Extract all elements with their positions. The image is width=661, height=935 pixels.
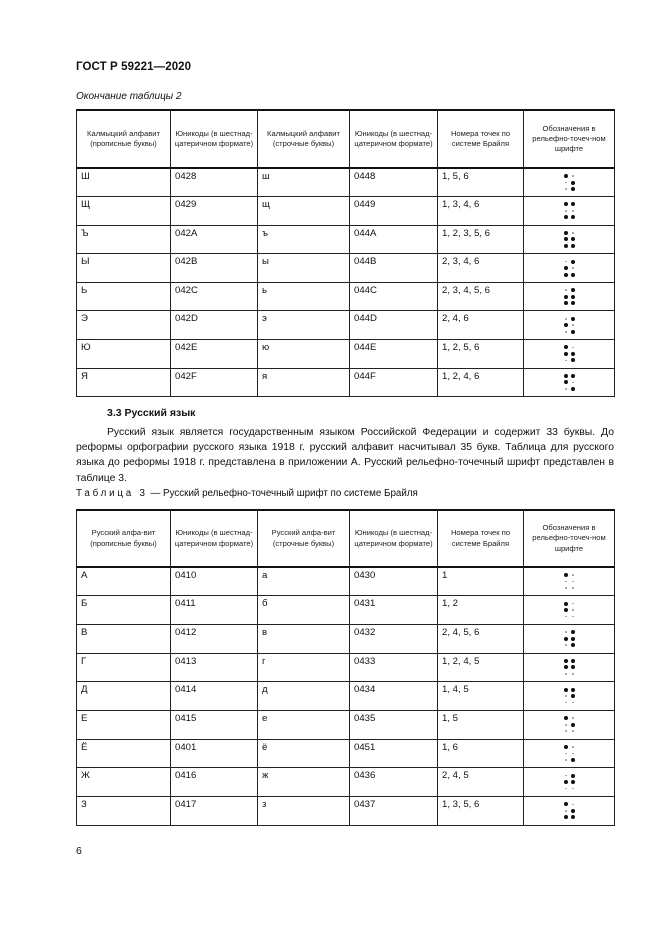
braille-dot-raised	[564, 637, 568, 641]
braille-dot-flat	[572, 267, 574, 269]
braille-dot-raised	[571, 723, 575, 727]
table-row	[77, 225, 615, 254]
braille-symbol	[524, 225, 615, 254]
braille-dot-flat	[565, 673, 567, 675]
table-continuation-caption: Окончание таблицы 2	[76, 91, 182, 102]
braille-dot-flat	[572, 746, 574, 748]
braille-dot-raised	[571, 688, 575, 692]
braille-dot-raised	[564, 665, 568, 669]
uppercase-letter: З	[77, 797, 171, 826]
uppercase-unicode: 042D	[171, 311, 258, 340]
braille-dot-flat	[565, 644, 567, 646]
braille-symbol	[524, 653, 615, 682]
lowercase-unicode: 044F	[350, 368, 438, 397]
table-row	[77, 311, 615, 340]
lowercase-letter: з	[258, 797, 350, 826]
braille-dot-flat	[572, 753, 574, 755]
table-row	[77, 653, 615, 682]
lowercase-unicode: 0430	[350, 567, 438, 596]
braille-dot-raised	[571, 244, 575, 248]
uppercase-letter: Е	[77, 710, 171, 739]
braille-symbol	[524, 168, 615, 197]
uppercase-unicode: 0411	[171, 596, 258, 625]
braille-cell-icon	[564, 231, 574, 248]
lowercase-unicode: 044E	[350, 340, 438, 369]
lowercase-unicode: 0432	[350, 624, 438, 653]
lowercase-unicode: 044C	[350, 282, 438, 311]
braille-dot-flat	[572, 804, 574, 806]
uppercase-letter: А	[77, 567, 171, 596]
lowercase-letter: ю	[258, 340, 350, 369]
braille-dot-flat	[565, 702, 567, 704]
braille-dot-flat	[572, 347, 574, 349]
table-row	[77, 368, 615, 397]
uppercase-letter: В	[77, 624, 171, 653]
braille-dot-raised	[571, 288, 575, 292]
braille-dot-flat	[572, 730, 574, 732]
braille-dot-raised	[571, 387, 575, 391]
braille-symbol	[524, 567, 615, 596]
braille-dot-raised	[571, 187, 575, 191]
braille-dot-raised	[564, 815, 568, 819]
uppercase-unicode: 0429	[171, 197, 258, 226]
braille-cell-icon	[564, 202, 574, 219]
lowercase-letter: е	[258, 710, 350, 739]
braille-dot-numbers: 1	[438, 567, 524, 596]
braille-cell-icon	[564, 573, 574, 590]
lowercase-letter: ь	[258, 282, 350, 311]
uppercase-letter: Ж	[77, 768, 171, 797]
uppercase-unicode: 042C	[171, 282, 258, 311]
uppercase-unicode: 0416	[171, 768, 258, 797]
column-header: Русский алфа-вит (строчные буквы)	[258, 510, 350, 567]
table-caption-text: — Русский рельефно-точечный шрифт по системе Брайля	[147, 488, 418, 499]
braille-dot-raised	[571, 659, 575, 663]
braille-dot-raised	[571, 301, 575, 305]
braille-dot-raised	[571, 317, 575, 321]
table-row	[77, 567, 615, 596]
lowercase-unicode: 0434	[350, 682, 438, 711]
braille-dot-raised	[571, 815, 575, 819]
braille-dot-raised	[571, 358, 575, 362]
braille-dot-flat	[565, 759, 567, 761]
lowercase-unicode: 0433	[350, 653, 438, 682]
braille-dot-flat	[565, 182, 567, 184]
braille-dot-flat	[565, 581, 567, 583]
braille-dot-raised	[571, 295, 575, 299]
uppercase-letter: Ю	[77, 340, 171, 369]
braille-dot-flat	[565, 210, 567, 212]
braille-dot-flat	[565, 289, 567, 291]
braille-dot-numbers: 1, 5, 6	[438, 168, 524, 197]
braille-dot-raised	[564, 237, 568, 241]
braille-dot-flat	[565, 695, 567, 697]
braille-dot-numbers: 1, 5	[438, 710, 524, 739]
uppercase-unicode: 0412	[171, 624, 258, 653]
braille-dot-raised	[564, 345, 568, 349]
braille-dot-numbers: 2, 3, 4, 6	[438, 254, 524, 283]
table-row	[77, 768, 615, 797]
table-row	[77, 197, 615, 226]
table-row	[77, 168, 615, 197]
braille-dot-flat	[572, 581, 574, 583]
table-caption-label: Таблица 3	[76, 488, 148, 499]
braille-dot-numbers: 1, 2, 5, 6	[438, 340, 524, 369]
column-header: Обозначения в рельефно-точеч-ном шрифте	[524, 510, 615, 567]
braille-cell-icon	[564, 659, 574, 676]
braille-dot-raised	[571, 630, 575, 634]
braille-dot-flat	[572, 232, 574, 234]
braille-dot-flat	[572, 324, 574, 326]
table-row	[77, 596, 615, 625]
braille-dot-raised	[564, 659, 568, 663]
braille-dot-raised	[571, 202, 575, 206]
braille-symbol	[524, 197, 615, 226]
column-header: Юникоды (в шестнад-цатеричном формате)	[350, 110, 438, 168]
uppercase-unicode: 042F	[171, 368, 258, 397]
braille-dot-flat	[565, 631, 567, 633]
uppercase-letter: Ъ	[77, 225, 171, 254]
uppercase-unicode: 0413	[171, 653, 258, 682]
braille-dot-flat	[572, 603, 574, 605]
lowercase-unicode: 044A	[350, 225, 438, 254]
uppercase-letter: Ш	[77, 168, 171, 197]
lowercase-letter: а	[258, 567, 350, 596]
uppercase-unicode: 042A	[171, 225, 258, 254]
braille-dot-raised	[564, 608, 568, 612]
braille-dot-flat	[572, 702, 574, 704]
lowercase-letter: ё	[258, 739, 350, 768]
braille-dot-flat	[565, 360, 567, 362]
braille-dot-numbers: 1, 2	[438, 596, 524, 625]
braille-dot-flat	[565, 775, 567, 777]
braille-symbol	[524, 311, 615, 340]
braille-dot-raised	[564, 295, 568, 299]
braille-symbol	[524, 768, 615, 797]
braille-symbol	[524, 710, 615, 739]
braille-dot-flat	[572, 609, 574, 611]
section-title: 3.3 Русский язык	[107, 407, 196, 419]
lowercase-letter: д	[258, 682, 350, 711]
braille-dot-numbers: 1, 2, 4, 6	[438, 368, 524, 397]
braille-dot-raised	[571, 774, 575, 778]
column-header: Юникоды (в шестнад-цатеричном формате)	[171, 110, 258, 168]
table-caption	[76, 488, 418, 499]
uppercase-letter: Ё	[77, 739, 171, 768]
braille-dot-raised	[564, 573, 568, 577]
braille-cell-icon	[564, 345, 574, 362]
column-header: Номера точек по системе Брайля	[438, 510, 524, 567]
uppercase-letter: Г	[77, 653, 171, 682]
braille-dot-raised	[564, 688, 568, 692]
lowercase-unicode: 0435	[350, 710, 438, 739]
braille-dot-raised	[571, 237, 575, 241]
braille-dot-flat	[572, 673, 574, 675]
braille-symbol	[524, 624, 615, 653]
braille-dot-raised	[571, 260, 575, 264]
braille-dot-raised	[564, 266, 568, 270]
braille-dot-numbers: 1, 3, 5, 6	[438, 797, 524, 826]
page-number: 6	[76, 845, 82, 857]
column-header: Калмыцкий алфавит (строчные буквы)	[258, 110, 350, 168]
table-header-row	[77, 510, 615, 567]
braille-dot-flat	[572, 175, 574, 177]
table-row	[77, 340, 615, 369]
braille-dot-raised	[564, 716, 568, 720]
lowercase-unicode: 044D	[350, 311, 438, 340]
braille-dot-numbers: 1, 6	[438, 739, 524, 768]
braille-dot-numbers: 1, 2, 4, 5	[438, 653, 524, 682]
braille-dot-flat	[565, 331, 567, 333]
braille-cell-icon	[564, 688, 574, 705]
braille-dot-raised	[564, 174, 568, 178]
table-row	[77, 710, 615, 739]
braille-dot-numbers: 1, 2, 3, 5, 6	[438, 225, 524, 254]
table-row	[77, 797, 615, 826]
braille-dot-flat	[572, 382, 574, 384]
braille-dot-raised	[564, 202, 568, 206]
braille-dot-raised	[571, 643, 575, 647]
uppercase-unicode: 0417	[171, 797, 258, 826]
braille-dot-raised	[571, 780, 575, 784]
braille-cell-icon	[564, 317, 574, 334]
braille-dot-numbers: 2, 4, 5, 6	[438, 624, 524, 653]
lowercase-letter: ж	[258, 768, 350, 797]
lowercase-letter: ъ	[258, 225, 350, 254]
braille-dot-raised	[564, 323, 568, 327]
braille-dot-raised	[564, 602, 568, 606]
lowercase-unicode: 044B	[350, 254, 438, 283]
braille-dot-flat	[565, 810, 567, 812]
russian-braille-table	[76, 509, 615, 826]
braille-dot-raised	[564, 352, 568, 356]
braille-dot-flat	[572, 717, 574, 719]
braille-cell-icon	[564, 802, 574, 819]
braille-dot-flat	[565, 788, 567, 790]
braille-symbol	[524, 682, 615, 711]
braille-cell-icon	[564, 774, 574, 791]
column-header: Юникоды (в шестнад-цатеричном формате)	[350, 510, 438, 567]
uppercase-unicode: 0414	[171, 682, 258, 711]
uppercase-letter: Щ	[77, 197, 171, 226]
lowercase-unicode: 0436	[350, 768, 438, 797]
braille-symbol	[524, 282, 615, 311]
braille-cell-icon	[564, 716, 574, 733]
uppercase-unicode: 0401	[171, 739, 258, 768]
braille-dot-raised	[564, 745, 568, 749]
braille-symbol	[524, 254, 615, 283]
lowercase-letter: ш	[258, 168, 350, 197]
uppercase-letter: Б	[77, 596, 171, 625]
braille-dot-raised	[571, 181, 575, 185]
uppercase-letter: Я	[77, 368, 171, 397]
uppercase-unicode: 0428	[171, 168, 258, 197]
lowercase-letter: г	[258, 653, 350, 682]
braille-dot-raised	[564, 231, 568, 235]
uppercase-letter: Э	[77, 311, 171, 340]
table-row	[77, 254, 615, 283]
braille-dot-raised	[571, 809, 575, 813]
column-header: Русский алфа-вит (прописные буквы)	[77, 510, 171, 567]
lowercase-letter: э	[258, 311, 350, 340]
braille-cell-icon	[564, 288, 574, 305]
braille-dot-flat	[565, 616, 567, 618]
braille-dot-raised	[564, 273, 568, 277]
lowercase-unicode: 0448	[350, 168, 438, 197]
uppercase-unicode: 0410	[171, 567, 258, 596]
braille-dot-numbers: 2, 3, 4, 5, 6	[438, 282, 524, 311]
braille-dot-flat	[572, 210, 574, 212]
kalmyk-braille-table	[76, 109, 615, 397]
table-header-row	[77, 110, 615, 168]
lowercase-unicode: 0451	[350, 739, 438, 768]
braille-dot-flat	[572, 574, 574, 576]
braille-dot-raised	[564, 244, 568, 248]
braille-dot-numbers: 1, 3, 4, 6	[438, 197, 524, 226]
braille-dot-raised	[564, 780, 568, 784]
braille-cell-icon	[564, 630, 574, 647]
braille-dot-flat	[572, 616, 574, 618]
table-row	[77, 739, 615, 768]
braille-dot-flat	[572, 788, 574, 790]
braille-dot-flat	[565, 724, 567, 726]
braille-dot-flat	[565, 188, 567, 190]
lowercase-unicode: 0449	[350, 197, 438, 226]
braille-dot-raised	[564, 215, 568, 219]
uppercase-letter: Ь	[77, 282, 171, 311]
braille-symbol	[524, 797, 615, 826]
braille-dot-numbers: 1, 4, 5	[438, 682, 524, 711]
lowercase-letter: ы	[258, 254, 350, 283]
braille-dot-flat	[572, 587, 574, 589]
column-header: Номера точек по системе Брайля	[438, 110, 524, 168]
braille-symbol	[524, 340, 615, 369]
lowercase-letter: щ	[258, 197, 350, 226]
braille-dot-raised	[571, 637, 575, 641]
braille-dot-flat	[565, 388, 567, 390]
uppercase-unicode: 0415	[171, 710, 258, 739]
uppercase-unicode: 042E	[171, 340, 258, 369]
braille-dot-raised	[571, 374, 575, 378]
braille-dot-raised	[564, 802, 568, 806]
braille-symbol	[524, 596, 615, 625]
braille-dot-numbers: 2, 4, 6	[438, 311, 524, 340]
braille-dot-raised	[564, 380, 568, 384]
braille-cell-icon	[564, 174, 574, 191]
braille-cell-icon	[564, 745, 574, 762]
lowercase-letter: б	[258, 596, 350, 625]
braille-dot-numbers: 2, 4, 5	[438, 768, 524, 797]
braille-cell-icon	[564, 602, 574, 619]
braille-dot-raised	[571, 352, 575, 356]
braille-dot-flat	[565, 753, 567, 755]
braille-dot-flat	[565, 730, 567, 732]
braille-dot-flat	[565, 261, 567, 263]
column-header: Юникоды (в шестнад-цатеричном формате)	[171, 510, 258, 567]
lowercase-unicode: 0431	[350, 596, 438, 625]
braille-dot-raised	[564, 301, 568, 305]
braille-symbol	[524, 368, 615, 397]
lowercase-letter: в	[258, 624, 350, 653]
braille-cell-icon	[564, 374, 574, 391]
lowercase-unicode: 0437	[350, 797, 438, 826]
braille-dot-raised	[571, 273, 575, 277]
braille-dot-raised	[571, 758, 575, 762]
standard-header: ГОСТ Р 59221—2020	[76, 61, 192, 73]
column-header: Калмыцкий алфавит (прописные буквы)	[77, 110, 171, 168]
braille-dot-flat	[565, 318, 567, 320]
braille-cell-icon	[564, 260, 574, 277]
braille-dot-raised	[571, 665, 575, 669]
section-paragraph: Русский язык является государственным языком Российской Федерации и содержит 33 буквы. До реформы орфографии русского языка 1918 г. русский алфавит насчитывал 35 букв. Таблица для русского языка до реформы 1918 г. представлена в приложении А. Русский рельефно-точечный шрифт представлен в таблице 3.	[76, 427, 614, 484]
uppercase-unicode: 042B	[171, 254, 258, 283]
braille-dot-raised	[571, 215, 575, 219]
table-row	[77, 282, 615, 311]
table-row	[77, 682, 615, 711]
braille-dot-raised	[564, 374, 568, 378]
braille-dot-raised	[571, 694, 575, 698]
lowercase-letter: я	[258, 368, 350, 397]
table-row	[77, 624, 615, 653]
uppercase-letter: Ы	[77, 254, 171, 283]
braille-dot-flat	[565, 587, 567, 589]
braille-symbol	[524, 739, 615, 768]
uppercase-letter: Д	[77, 682, 171, 711]
column-header: Обозначения в рельефно-точеч-ном шрифте	[524, 110, 615, 168]
braille-dot-raised	[571, 330, 575, 334]
